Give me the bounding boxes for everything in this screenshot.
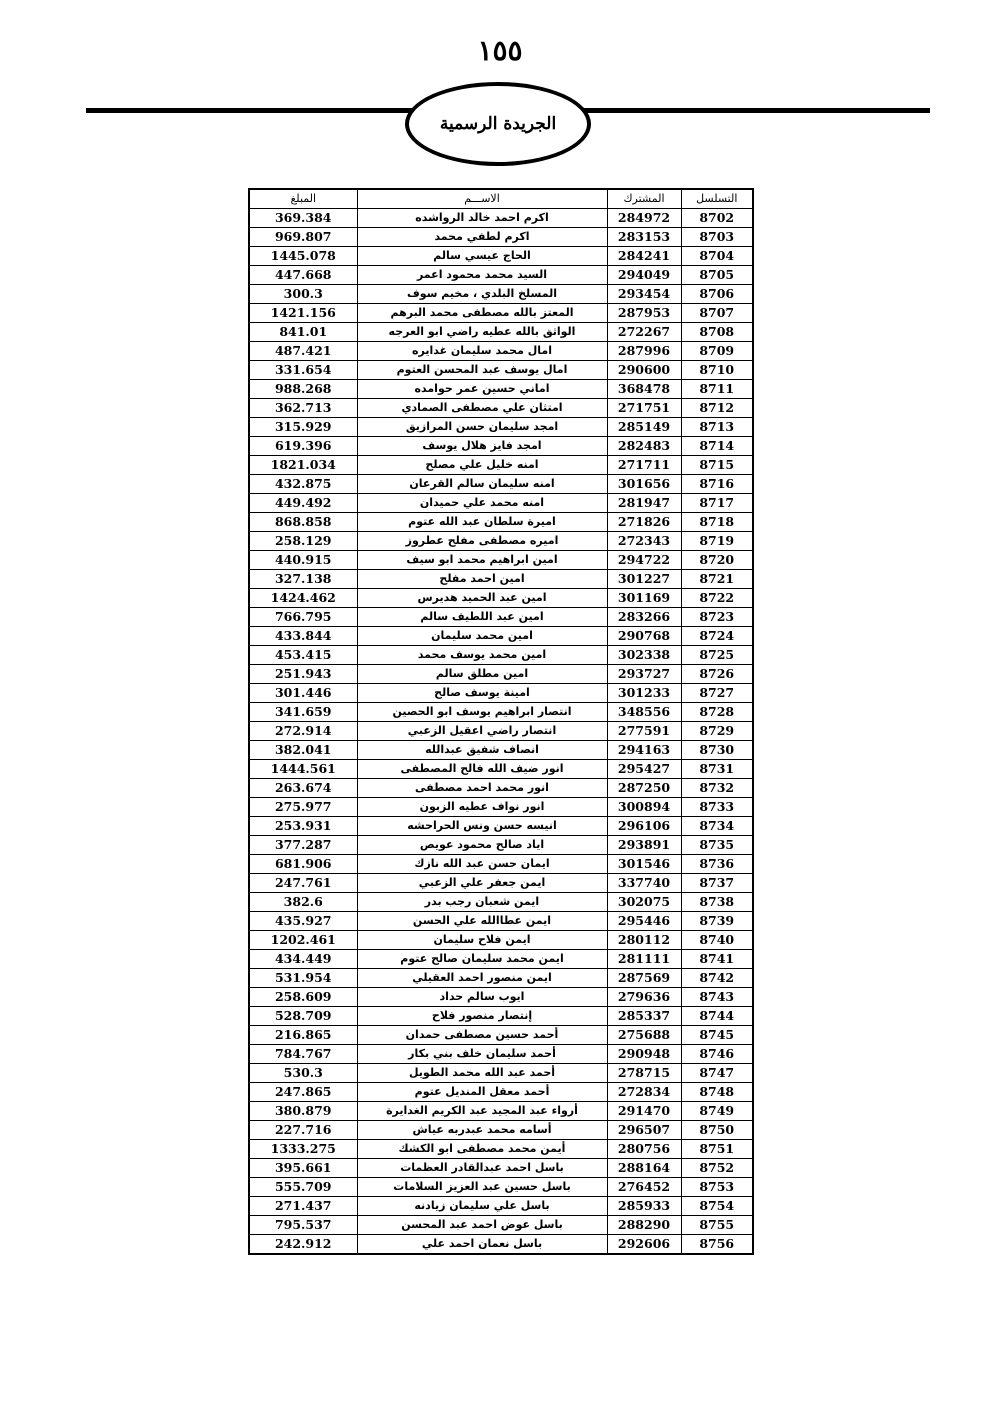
table-row bbox=[249, 1235, 753, 1255]
table-row bbox=[249, 285, 753, 304]
table-row bbox=[249, 1064, 753, 1083]
cell-amount: 1445.078 bbox=[249, 247, 357, 266]
cell-amount: 555.709 bbox=[249, 1178, 357, 1197]
cell-amount: 331.654 bbox=[249, 361, 357, 380]
table-row bbox=[249, 380, 753, 399]
cell-name: امتثان علي مصطفى الصمادي bbox=[357, 399, 607, 418]
cell-name: باسل علي سليمان زيادنه bbox=[357, 1197, 607, 1216]
cell-serial: 8711 bbox=[681, 380, 753, 399]
cell-amount: 301.446 bbox=[249, 684, 357, 703]
cell-serial: 8722 bbox=[681, 589, 753, 608]
cell-serial: 8729 bbox=[681, 722, 753, 741]
cell-name: ايمن محمد سليمان صالح عتوم bbox=[357, 950, 607, 969]
cell-amount: 227.716 bbox=[249, 1121, 357, 1140]
cell-name: ايمن منصور احمد العقيلي bbox=[357, 969, 607, 988]
cell-serial: 8708 bbox=[681, 323, 753, 342]
cell-serial: 8750 bbox=[681, 1121, 753, 1140]
cell-amount: 1444.561 bbox=[249, 760, 357, 779]
cell-name: امنه خليل علي مصلح bbox=[357, 456, 607, 475]
cell-amount: 1202.461 bbox=[249, 931, 357, 950]
table-row bbox=[249, 247, 753, 266]
cell-subscriber: 281947 bbox=[607, 494, 681, 513]
cell-subscriber: 288164 bbox=[607, 1159, 681, 1178]
cell-serial: 8718 bbox=[681, 513, 753, 532]
cell-subscriber: 277591 bbox=[607, 722, 681, 741]
cell-name: امال يوسف عبد المحسن العتوم bbox=[357, 361, 607, 380]
table-row bbox=[249, 437, 753, 456]
table-row bbox=[249, 646, 753, 665]
cell-subscriber: 293454 bbox=[607, 285, 681, 304]
table-row bbox=[249, 1026, 753, 1045]
cell-name: المسلخ البلدي ، مخيم سوف bbox=[357, 285, 607, 304]
table-row bbox=[249, 266, 753, 285]
cell-subscriber: 293727 bbox=[607, 665, 681, 684]
cell-serial: 8755 bbox=[681, 1216, 753, 1235]
cell-serial: 8720 bbox=[681, 551, 753, 570]
cell-name: باسل احمد عبدالقادر العظمات bbox=[357, 1159, 607, 1178]
cell-serial: 8702 bbox=[681, 209, 753, 228]
table-row bbox=[249, 1216, 753, 1235]
header-name: الاســـم bbox=[357, 189, 607, 209]
cell-name: أرواء عبد المجيد عبد الكريم الغدايرة bbox=[357, 1102, 607, 1121]
cell-serial: 8721 bbox=[681, 570, 753, 589]
cell-name: امجد سليمان حسن المرازيق bbox=[357, 418, 607, 437]
cell-name: الواثق بالله عطيه راضي ابو العرجه bbox=[357, 323, 607, 342]
cell-serial: 8703 bbox=[681, 228, 753, 247]
cell-subscriber: 302075 bbox=[607, 893, 681, 912]
cell-amount: 258.129 bbox=[249, 532, 357, 551]
table-row bbox=[249, 1159, 753, 1178]
table-row bbox=[249, 1140, 753, 1159]
cell-subscriber: 280756 bbox=[607, 1140, 681, 1159]
cell-name: امنه سليمان سالم القرعان bbox=[357, 475, 607, 494]
cell-name: أحمد حسين مصطفى حمدان bbox=[357, 1026, 607, 1045]
cell-serial: 8715 bbox=[681, 456, 753, 475]
cell-amount: 1424.462 bbox=[249, 589, 357, 608]
cell-name: امين عبد الحميد هديرس bbox=[357, 589, 607, 608]
table-row bbox=[249, 760, 753, 779]
table-row bbox=[249, 570, 753, 589]
cell-amount: 449.492 bbox=[249, 494, 357, 513]
cell-subscriber: 283266 bbox=[607, 608, 681, 627]
table-row bbox=[249, 494, 753, 513]
table-row bbox=[249, 1083, 753, 1102]
cell-name: انور محمد احمد مصطفى bbox=[357, 779, 607, 798]
cell-name: ايمن جعفر علي الزعبي bbox=[357, 874, 607, 893]
table-row bbox=[249, 988, 753, 1007]
table-row bbox=[249, 608, 753, 627]
header-subscriber: المشترك bbox=[607, 189, 681, 209]
cell-name: أحمد معقل المنديل عتوم bbox=[357, 1083, 607, 1102]
cell-name: امينة يوسف صالح bbox=[357, 684, 607, 703]
table-row bbox=[249, 323, 753, 342]
masthead-title: الجريدة الرسمية bbox=[439, 114, 557, 134]
cell-amount: 433.844 bbox=[249, 627, 357, 646]
cell-subscriber: 271751 bbox=[607, 399, 681, 418]
cell-serial: 8743 bbox=[681, 988, 753, 1007]
cell-amount: 1821.034 bbox=[249, 456, 357, 475]
cell-name: انتصار ابراهيم يوسف ابو الحصين bbox=[357, 703, 607, 722]
cell-subscriber: 280112 bbox=[607, 931, 681, 950]
cell-subscriber: 272343 bbox=[607, 532, 681, 551]
cell-serial: 8733 bbox=[681, 798, 753, 817]
cell-amount: 242.912 bbox=[249, 1235, 357, 1255]
cell-name: اكرم احمد خالد الرواشده bbox=[357, 209, 607, 228]
cell-subscriber: 278715 bbox=[607, 1064, 681, 1083]
table-row bbox=[249, 950, 753, 969]
cell-subscriber: 288290 bbox=[607, 1216, 681, 1235]
cell-amount: 435.927 bbox=[249, 912, 357, 931]
table-row bbox=[249, 798, 753, 817]
cell-serial: 8752 bbox=[681, 1159, 753, 1178]
cell-name: اياد صالح محمود عويص bbox=[357, 836, 607, 855]
cell-serial: 8740 bbox=[681, 931, 753, 950]
cell-amount: 1421.156 bbox=[249, 304, 357, 323]
table-row bbox=[249, 304, 753, 323]
cell-name: امجد فايز هلال يوسف bbox=[357, 437, 607, 456]
cell-name: امين محمد يوسف محمد bbox=[357, 646, 607, 665]
cell-amount: 382.041 bbox=[249, 741, 357, 760]
cell-serial: 8730 bbox=[681, 741, 753, 760]
cell-subscriber: 287953 bbox=[607, 304, 681, 323]
cell-subscriber: 301227 bbox=[607, 570, 681, 589]
page-number: ١٥٥ bbox=[477, 34, 523, 67]
cell-amount: 841.01 bbox=[249, 323, 357, 342]
table-row bbox=[249, 1007, 753, 1026]
cell-serial: 8744 bbox=[681, 1007, 753, 1026]
cell-serial: 8707 bbox=[681, 304, 753, 323]
cell-amount: 300.3 bbox=[249, 285, 357, 304]
cell-name: انتصار راضي اعقيل الزعبي bbox=[357, 722, 607, 741]
cell-name: اميره مصطفى مفلح عطروز bbox=[357, 532, 607, 551]
subscriber-table bbox=[248, 188, 754, 1255]
cell-name: المعتز بالله مصطفى محمد البرهم bbox=[357, 304, 607, 323]
table-row bbox=[249, 931, 753, 950]
cell-subscriber: 290948 bbox=[607, 1045, 681, 1064]
cell-subscriber: 287996 bbox=[607, 342, 681, 361]
cell-subscriber: 294722 bbox=[607, 551, 681, 570]
cell-amount: 263.674 bbox=[249, 779, 357, 798]
cell-name: امين احمد مفلح bbox=[357, 570, 607, 589]
cell-amount: 251.943 bbox=[249, 665, 357, 684]
cell-subscriber: 272267 bbox=[607, 323, 681, 342]
cell-name: انور نواف عطيه الزبون bbox=[357, 798, 607, 817]
cell-subscriber: 284241 bbox=[607, 247, 681, 266]
cell-subscriber: 276452 bbox=[607, 1178, 681, 1197]
table-row bbox=[249, 228, 753, 247]
cell-serial: 8724 bbox=[681, 627, 753, 646]
cell-amount: 271.437 bbox=[249, 1197, 357, 1216]
cell-amount: 341.659 bbox=[249, 703, 357, 722]
cell-subscriber: 275688 bbox=[607, 1026, 681, 1045]
table-row bbox=[249, 1197, 753, 1216]
cell-amount: 619.396 bbox=[249, 437, 357, 456]
cell-name: أيمن محمد مصطفى ابو الكشك bbox=[357, 1140, 607, 1159]
table-row bbox=[249, 969, 753, 988]
cell-name: امين عبد اللطيف سالم bbox=[357, 608, 607, 627]
cell-subscriber: 302338 bbox=[607, 646, 681, 665]
cell-name: اماني حسين عمر حوامده bbox=[357, 380, 607, 399]
cell-serial: 8749 bbox=[681, 1102, 753, 1121]
table-row bbox=[249, 209, 753, 228]
cell-serial: 8710 bbox=[681, 361, 753, 380]
cell-subscriber: 294163 bbox=[607, 741, 681, 760]
cell-amount: 315.929 bbox=[249, 418, 357, 437]
cell-subscriber: 348556 bbox=[607, 703, 681, 722]
cell-serial: 8735 bbox=[681, 836, 753, 855]
cell-subscriber: 368478 bbox=[607, 380, 681, 399]
cell-amount: 969.807 bbox=[249, 228, 357, 247]
table-row bbox=[249, 779, 753, 798]
cell-name: أحمد سليمان خلف بني بكار bbox=[357, 1045, 607, 1064]
table-row bbox=[249, 722, 753, 741]
cell-subscriber: 279636 bbox=[607, 988, 681, 1007]
cell-amount: 275.977 bbox=[249, 798, 357, 817]
cell-amount: 247.865 bbox=[249, 1083, 357, 1102]
cell-name: ايوب سالم حداد bbox=[357, 988, 607, 1007]
cell-serial: 8727 bbox=[681, 684, 753, 703]
table-row bbox=[249, 741, 753, 760]
cell-name: أحمد عبد الله محمد الطويل bbox=[357, 1064, 607, 1083]
cell-amount: 434.449 bbox=[249, 950, 357, 969]
cell-amount: 272.914 bbox=[249, 722, 357, 741]
table-row bbox=[249, 532, 753, 551]
cell-serial: 8738 bbox=[681, 893, 753, 912]
cell-serial: 8705 bbox=[681, 266, 753, 285]
cell-name: ايمان حسن عبد الله نازك bbox=[357, 855, 607, 874]
cell-subscriber: 287569 bbox=[607, 969, 681, 988]
header-serial: التسلسل bbox=[681, 189, 753, 209]
cell-amount: 795.537 bbox=[249, 1216, 357, 1235]
cell-name: ايمن فلاح سليمان bbox=[357, 931, 607, 950]
cell-serial: 8746 bbox=[681, 1045, 753, 1064]
cell-subscriber: 296106 bbox=[607, 817, 681, 836]
table-row bbox=[249, 836, 753, 855]
cell-subscriber: 290600 bbox=[607, 361, 681, 380]
cell-serial: 8741 bbox=[681, 950, 753, 969]
cell-serial: 8714 bbox=[681, 437, 753, 456]
table-row bbox=[249, 1121, 753, 1140]
cell-subscriber: 281111 bbox=[607, 950, 681, 969]
cell-subscriber: 291470 bbox=[607, 1102, 681, 1121]
table-row bbox=[249, 361, 753, 380]
cell-subscriber: 285149 bbox=[607, 418, 681, 437]
table-row bbox=[249, 1178, 753, 1197]
cell-subscriber: 301656 bbox=[607, 475, 681, 494]
table-row bbox=[249, 817, 753, 836]
table-row bbox=[249, 665, 753, 684]
cell-subscriber: 290768 bbox=[607, 627, 681, 646]
cell-serial: 8717 bbox=[681, 494, 753, 513]
cell-name: انصاف شفيق عبدالله bbox=[357, 741, 607, 760]
cell-serial: 8736 bbox=[681, 855, 753, 874]
table-row bbox=[249, 1045, 753, 1064]
cell-serial: 8704 bbox=[681, 247, 753, 266]
table-row bbox=[249, 589, 753, 608]
cell-serial: 8709 bbox=[681, 342, 753, 361]
cell-subscriber: 301169 bbox=[607, 589, 681, 608]
cell-serial: 8753 bbox=[681, 1178, 753, 1197]
cell-serial: 8739 bbox=[681, 912, 753, 931]
table-row bbox=[249, 855, 753, 874]
table-row bbox=[249, 513, 753, 532]
table-row bbox=[249, 893, 753, 912]
table-body bbox=[249, 209, 753, 1255]
cell-name: امين مطلق سالم bbox=[357, 665, 607, 684]
table-row bbox=[249, 703, 753, 722]
cell-serial: 8747 bbox=[681, 1064, 753, 1083]
cell-subscriber: 301546 bbox=[607, 855, 681, 874]
cell-amount: 440.915 bbox=[249, 551, 357, 570]
cell-amount: 531.954 bbox=[249, 969, 357, 988]
cell-amount: 453.415 bbox=[249, 646, 357, 665]
cell-name: امين ابراهيم محمد ابو سيف bbox=[357, 551, 607, 570]
cell-name: السيد محمد محمود اعمر bbox=[357, 266, 607, 285]
cell-serial: 8706 bbox=[681, 285, 753, 304]
cell-serial: 8732 bbox=[681, 779, 753, 798]
header-amount: المبلغ bbox=[249, 189, 357, 209]
cell-name: باسل حسين عبد العزيز السلامات bbox=[357, 1178, 607, 1197]
cell-name: ايمن عطاالله علي الحسن bbox=[357, 912, 607, 931]
table-row bbox=[249, 418, 753, 437]
cell-serial: 8745 bbox=[681, 1026, 753, 1045]
cell-amount: 432.875 bbox=[249, 475, 357, 494]
cell-name: ايمن شعبان رجب بدر bbox=[357, 893, 607, 912]
cell-subscriber: 296507 bbox=[607, 1121, 681, 1140]
cell-subscriber: 271711 bbox=[607, 456, 681, 475]
cell-name: اكرم لطفي محمد bbox=[357, 228, 607, 247]
cell-amount: 327.138 bbox=[249, 570, 357, 589]
cell-subscriber: 283153 bbox=[607, 228, 681, 247]
cell-amount: 382.6 bbox=[249, 893, 357, 912]
cell-serial: 8719 bbox=[681, 532, 753, 551]
cell-serial: 8734 bbox=[681, 817, 753, 836]
cell-serial: 8723 bbox=[681, 608, 753, 627]
cell-amount: 988.268 bbox=[249, 380, 357, 399]
cell-amount: 868.858 bbox=[249, 513, 357, 532]
cell-name: إنتصار منصور فلاح bbox=[357, 1007, 607, 1026]
cell-amount: 1333.275 bbox=[249, 1140, 357, 1159]
cell-serial: 8731 bbox=[681, 760, 753, 779]
cell-amount: 528.709 bbox=[249, 1007, 357, 1026]
cell-serial: 8726 bbox=[681, 665, 753, 684]
cell-name: اميرة سلطان عبد الله عتوم bbox=[357, 513, 607, 532]
cell-name: انور ضيف الله فالح المصطفى bbox=[357, 760, 607, 779]
table-header-row bbox=[249, 189, 753, 209]
cell-subscriber: 301233 bbox=[607, 684, 681, 703]
cell-serial: 8737 bbox=[681, 874, 753, 893]
cell-subscriber: 295446 bbox=[607, 912, 681, 931]
cell-name: انيسه حسن ونس الحراحشه bbox=[357, 817, 607, 836]
table-row bbox=[249, 874, 753, 893]
cell-amount: 253.931 bbox=[249, 817, 357, 836]
table-row bbox=[249, 456, 753, 475]
cell-name: أسامه محمد عبدربه عياش bbox=[357, 1121, 607, 1140]
table-row bbox=[249, 1102, 753, 1121]
cell-name: امين محمد سليمان bbox=[357, 627, 607, 646]
cell-amount: 681.906 bbox=[249, 855, 357, 874]
cell-amount: 447.668 bbox=[249, 266, 357, 285]
cell-subscriber: 285337 bbox=[607, 1007, 681, 1026]
cell-amount: 395.661 bbox=[249, 1159, 357, 1178]
cell-name: امنه محمد علي حميدان bbox=[357, 494, 607, 513]
cell-serial: 8716 bbox=[681, 475, 753, 494]
cell-serial: 8728 bbox=[681, 703, 753, 722]
table-row bbox=[249, 342, 753, 361]
cell-amount: 258.609 bbox=[249, 988, 357, 1007]
cell-serial: 8742 bbox=[681, 969, 753, 988]
cell-serial: 8756 bbox=[681, 1235, 753, 1255]
cell-amount: 380.879 bbox=[249, 1102, 357, 1121]
cell-subscriber: 271826 bbox=[607, 513, 681, 532]
cell-amount: 530.3 bbox=[249, 1064, 357, 1083]
cell-amount: 377.287 bbox=[249, 836, 357, 855]
table-row bbox=[249, 627, 753, 646]
cell-subscriber: 294049 bbox=[607, 266, 681, 285]
cell-amount: 784.767 bbox=[249, 1045, 357, 1064]
cell-serial: 8754 bbox=[681, 1197, 753, 1216]
cell-subscriber: 293891 bbox=[607, 836, 681, 855]
cell-subscriber: 272834 bbox=[607, 1083, 681, 1102]
cell-serial: 8712 bbox=[681, 399, 753, 418]
cell-serial: 8751 bbox=[681, 1140, 753, 1159]
table-row bbox=[249, 684, 753, 703]
cell-subscriber: 284972 bbox=[607, 209, 681, 228]
cell-amount: 216.865 bbox=[249, 1026, 357, 1045]
cell-amount: 487.421 bbox=[249, 342, 357, 361]
cell-subscriber: 337740 bbox=[607, 874, 681, 893]
cell-amount: 766.795 bbox=[249, 608, 357, 627]
table-row bbox=[249, 551, 753, 570]
cell-amount: 362.713 bbox=[249, 399, 357, 418]
cell-subscriber: 292606 bbox=[607, 1235, 681, 1255]
cell-serial: 8725 bbox=[681, 646, 753, 665]
cell-subscriber: 287250 bbox=[607, 779, 681, 798]
cell-subscriber: 300894 bbox=[607, 798, 681, 817]
cell-subscriber: 285933 bbox=[607, 1197, 681, 1216]
cell-name: باسل عوض احمد عبد المحسن bbox=[357, 1216, 607, 1235]
cell-subscriber: 295427 bbox=[607, 760, 681, 779]
table-row bbox=[249, 912, 753, 931]
cell-amount: 369.384 bbox=[249, 209, 357, 228]
cell-serial: 8748 bbox=[681, 1083, 753, 1102]
cell-name: الحاج عيسي سالم bbox=[357, 247, 607, 266]
cell-subscriber: 282483 bbox=[607, 437, 681, 456]
cell-name: باسل نعمان احمد علي bbox=[357, 1235, 607, 1255]
cell-serial: 8713 bbox=[681, 418, 753, 437]
table-row bbox=[249, 399, 753, 418]
masthead-oval bbox=[405, 82, 591, 166]
table-row bbox=[249, 475, 753, 494]
cell-amount: 247.761 bbox=[249, 874, 357, 893]
cell-name: امال محمد سليمان غدايره bbox=[357, 342, 607, 361]
